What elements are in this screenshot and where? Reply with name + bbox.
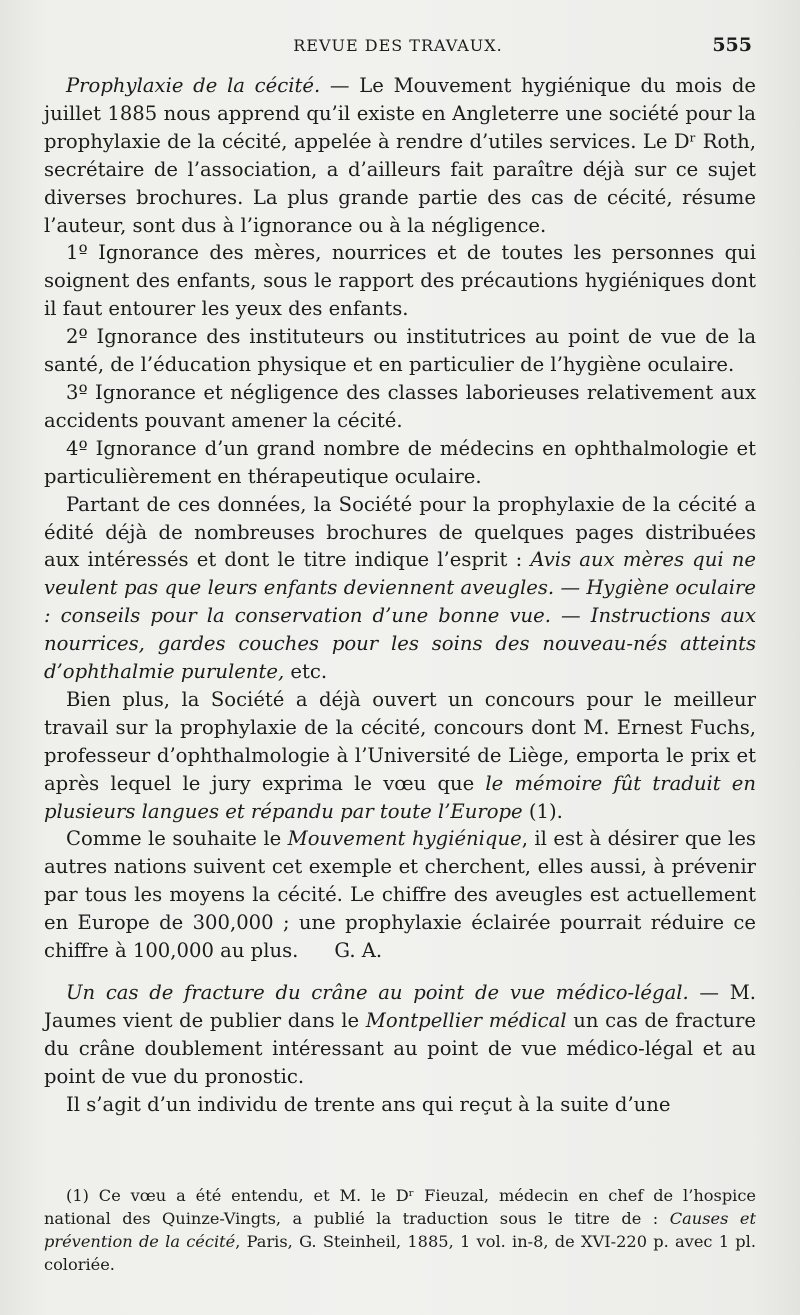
running-head: REVUE DES TRAVAUX. [293, 36, 503, 55]
author-signature: G. A. [334, 939, 383, 963]
article1-intro-text: — Le Mouvement hygiénique du mois de juillet 1885 nous apprend qu’il existe en Angleterre une société pour la prophylaxie de la cécité, appelée à rendre d’utiles services. Le Dʳ Roth, secrétaire de l’association, a d’ailleurs fait paraître déjà sur ce sujet diverses brochures. La plus grande partie des cas de cécité, résume l’auteur, sont dus à l’ignorance ou à la négligence. [44, 74, 756, 237]
brochure-titles: Avis aux mères qui ne veulent pas que leurs enfants deviennent aveugles. — Hygiène oculaire : conseils pour la conservation d’une bonne vue. — Instructions aux nourrices, gardes couches pour les soins des nouveau-nés atteints d’ophthalmie purulente, [44, 548, 756, 684]
article2-intro [44, 979, 756, 1091]
conclusion-text: , il est à désirer que les autres nations suivent cet exemple et cherchent, elles aussi, à prévenir par tous les moyens la cécité. Le chiffre des aveugles est actuellement en Europe de 300,000 ; une prophylaxie éclairée pourrait réduire ce chiffre à 100,000 au plus. [44, 827, 756, 963]
article2-title: Un cas de fracture du crâne au point de vue médico-légal. [66, 981, 689, 1004]
article-body [44, 72, 756, 1119]
footnote-book-title: Causes et prévention de la cécité [44, 1209, 756, 1251]
article1-intro [44, 72, 756, 239]
section-gap [44, 965, 756, 979]
article2-journal: Montpellier médical [365, 1008, 567, 1032]
contest-text: Bien plus, la Société a déjà ouvert un concours pour le meilleur travail sur la prophylaxie de la cécité, concours dont M. Ernest Fuchs, professeur d’ophthalmologie à l’Université de Liège, emporta le prix et après lequel le jury exprima le vœu que [44, 687, 756, 795]
page-number: 555 [712, 34, 752, 56]
article2-case: Il s’agit d’un individu de trente ans qui reçut à la suite d’une [66, 1092, 671, 1116]
brochures-intro: Partant de ces données, la Société pour la prophylaxie de la cécité a édité déjà de nombreuses brochures de quelques pages distribuées aux intéressés et dont le titre indique l’esprit : [44, 492, 756, 572]
jury-wish: le mémoire fût traduit en plusieurs langues et répandu par toute l’Europe [44, 771, 756, 823]
conclusion-paragraph [44, 825, 756, 965]
page-header [44, 34, 752, 60]
conclusion-start: Comme le souhaite le [66, 827, 288, 851]
list-item-3: 3º Ignorance et négligence des classes laborieuses relativement aux accidents pouvant amener la cécité. [44, 380, 756, 432]
brochures-end: etc. [284, 660, 328, 684]
footnote-text-a: (1) Ce vœu a été entendu, et M. le Dʳ Fieuzal, médecin en chef de l’hospice national des Quinze-Vingts, a publié la traduction sous le titre de : [44, 1186, 756, 1228]
article1-title: Prophylaxie de la cécité. [66, 74, 321, 97]
contest-paragraph [44, 686, 756, 826]
footnote-ref: (1). [522, 799, 563, 823]
journal-name: Mouvement hygiénique [287, 827, 522, 851]
brochures-paragraph [44, 491, 756, 686]
list-item-1: 1º Ignorance des mères, nourrices et de toutes les personnes qui soignent des enfants, sous le rapport des précautions hygiéniques dont il faut entourer les yeux des enfants. [44, 241, 756, 321]
list-item-2: 2º Ignorance des instituteurs ou institutrices au point de vue de la santé, de l’éducation physique et en particulier de l’hygiène oculaire. [44, 325, 756, 377]
footnote-text-b: , Paris, G. Steinheil, 1885, 1 vol. in-8, de XVI-220 p. avec 1 pl. coloriée. [44, 1232, 756, 1274]
footnotes [44, 1184, 756, 1276]
article2-text-a: — M. Jaumes vient de publier dans le [44, 981, 757, 1032]
list-item-4: 4º Ignorance d’un grand nombre de médecins en ophthalmologie et particulièrement en thérapeutique oculaire. [44, 436, 756, 488]
article2-text-b: un cas de fracture du crâne doublement intéressant au point de vue médico-légal et au point de vue du pronostic. [44, 1008, 757, 1088]
footnote-1 [44, 1184, 756, 1276]
